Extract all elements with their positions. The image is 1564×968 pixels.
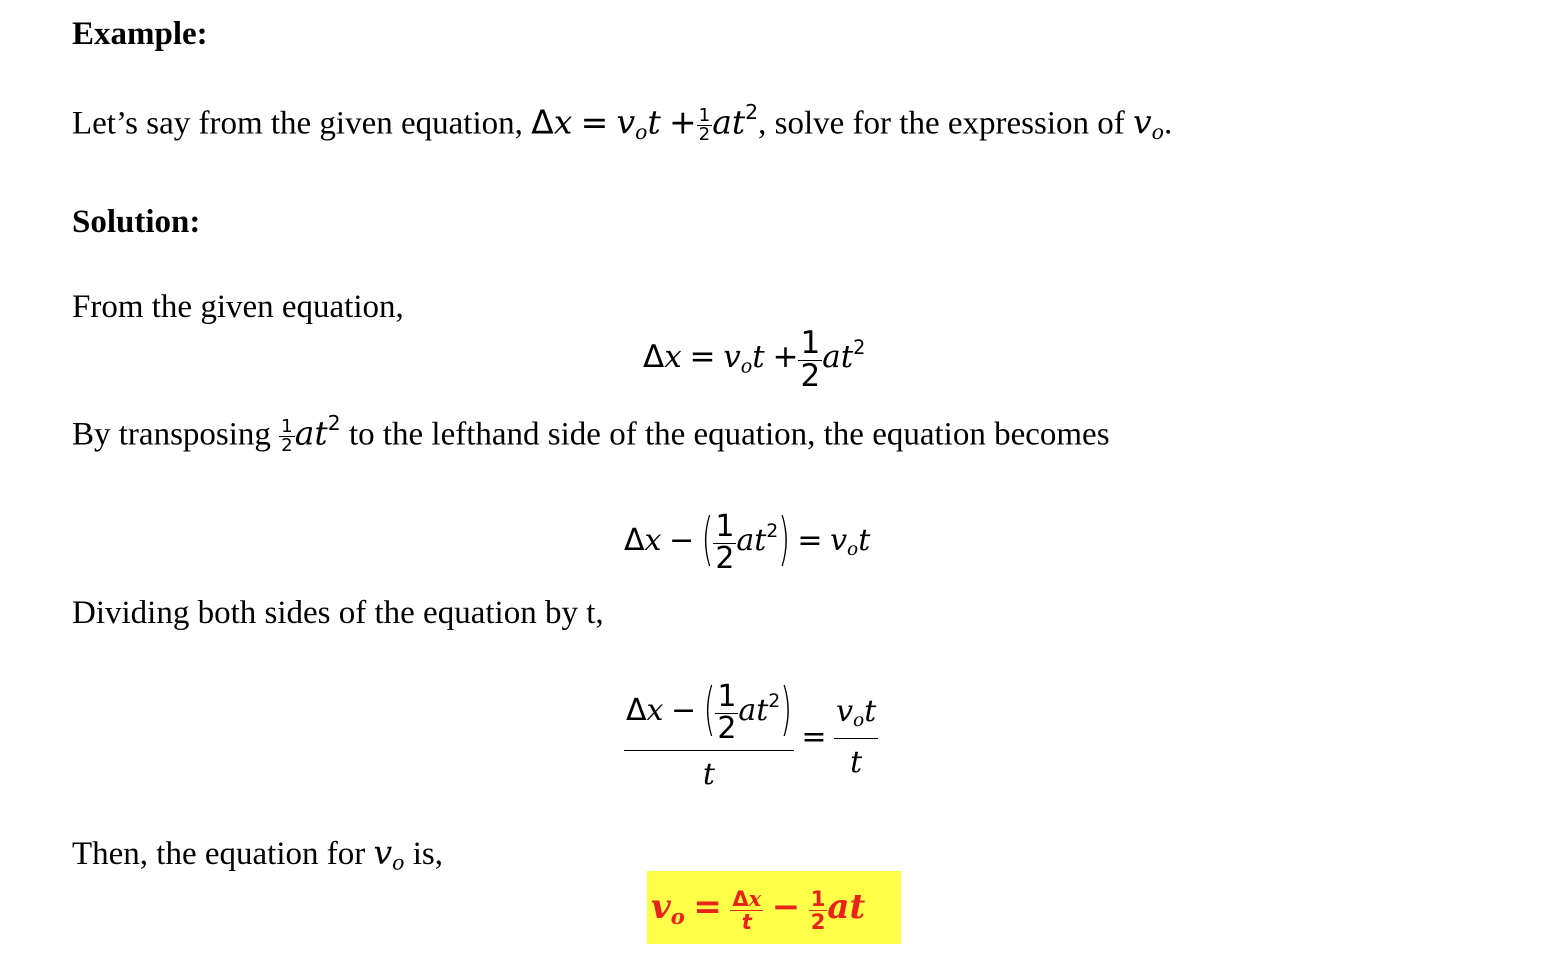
equation-3 [624, 677, 878, 793]
fraction-half: $\frac{1}{2}$ [717, 679, 737, 746]
v-var: v [616, 102, 636, 142]
x-var: x [553, 102, 573, 142]
delta-symbol: Δ [626, 692, 647, 728]
step1-text: From the given equation, [72, 289, 404, 325]
t-var: t [754, 522, 767, 558]
v-var: v [836, 694, 854, 730]
o-sub: o [740, 354, 753, 378]
v-var: v [830, 522, 848, 558]
x-var: x [664, 339, 682, 376]
delta-symbol: Δ [531, 102, 554, 142]
example-heading: Example: [72, 16, 208, 52]
t-var: t [858, 522, 871, 558]
minus: − [670, 692, 697, 728]
t-var: t [731, 102, 746, 142]
problem-tail: . [1163, 105, 1173, 142]
exp-two: 2 [853, 335, 866, 359]
x-var: x [644, 522, 662, 558]
o-sub: o [670, 903, 685, 929]
fraction-half: $\frac{1}{2}$ [810, 886, 826, 934]
equation-2 [624, 507, 871, 576]
equals: = [801, 719, 827, 755]
t-var: t [647, 102, 661, 142]
problem-statement [72, 102, 1172, 145]
step4-text [72, 833, 443, 875]
delta-symbol: Δ [624, 522, 645, 558]
t-var: t [840, 339, 854, 376]
t-var: t [752, 339, 765, 376]
v-var: v [651, 887, 671, 927]
a-var: a [738, 692, 757, 728]
equals: = [797, 522, 823, 558]
step2-tail: to the lefthand side of the equation, the equation becomes [340, 416, 1110, 453]
t-var: t [314, 413, 328, 453]
step2-lead: By transposing [72, 416, 280, 453]
a-var: a [712, 102, 732, 142]
plus: + [668, 102, 697, 142]
delta-symbol: Δ [643, 339, 665, 376]
t-var: t [702, 757, 715, 793]
equals: = [689, 339, 716, 376]
exp-two: 2 [327, 411, 341, 435]
step4-lead: Then, the equation for [72, 836, 374, 872]
a-var: a [736, 522, 755, 558]
a-var: a [822, 339, 841, 376]
plus: + [772, 339, 799, 376]
step4-tail: is, [404, 836, 443, 872]
o-sub: o [847, 539, 859, 561]
o-sub: o [392, 850, 405, 875]
fraction-half: $\frac{1}{2}$ [715, 509, 735, 576]
minus: − [771, 887, 801, 927]
v-var: v [1132, 102, 1152, 142]
a-var: a [827, 887, 850, 927]
o-sub: o [853, 710, 865, 732]
equals: = [693, 887, 722, 927]
v-var: v [373, 833, 393, 872]
t-var: t [864, 694, 877, 730]
lhs-fraction [624, 677, 794, 793]
exp-two: 2 [768, 690, 781, 712]
exp-two: 2 [766, 520, 779, 542]
rhs-fraction [834, 694, 878, 779]
left-paren: ( [703, 677, 716, 744]
final-equation [647, 871, 901, 944]
t-var: t [756, 692, 769, 728]
x-var: x [646, 692, 664, 728]
minus: − [668, 522, 695, 558]
fraction-half: $\frac{1}{2}$ [281, 415, 293, 457]
t-var: t [850, 744, 863, 780]
fraction-half: $\frac{1}{2}$ [800, 325, 821, 394]
problem-mid: , solve for the expression of [758, 105, 1133, 142]
delta-x-over-t: $\frac{\Delta x}{t}$ [732, 886, 762, 934]
o-sub: o [1151, 120, 1164, 145]
v-var: v [723, 339, 741, 376]
right-paren: ) [778, 507, 790, 574]
left-paren: ( [701, 507, 714, 574]
right-paren: ) [780, 677, 792, 744]
problem-lead: Let’s say from the given equation, [72, 105, 532, 142]
exp-two: 2 [745, 100, 759, 124]
equation-1 [643, 325, 866, 394]
step3-text: Dividing both sides of the equation by t, [72, 595, 604, 631]
fraction-half: $\frac{1}{2}$ [698, 104, 711, 146]
equals: = [580, 102, 609, 142]
solution-heading: Solution: [72, 204, 201, 240]
o-sub: o [635, 120, 648, 145]
t-var: t [849, 887, 866, 927]
a-var: a [294, 413, 315, 453]
step2-text [72, 413, 1110, 456]
